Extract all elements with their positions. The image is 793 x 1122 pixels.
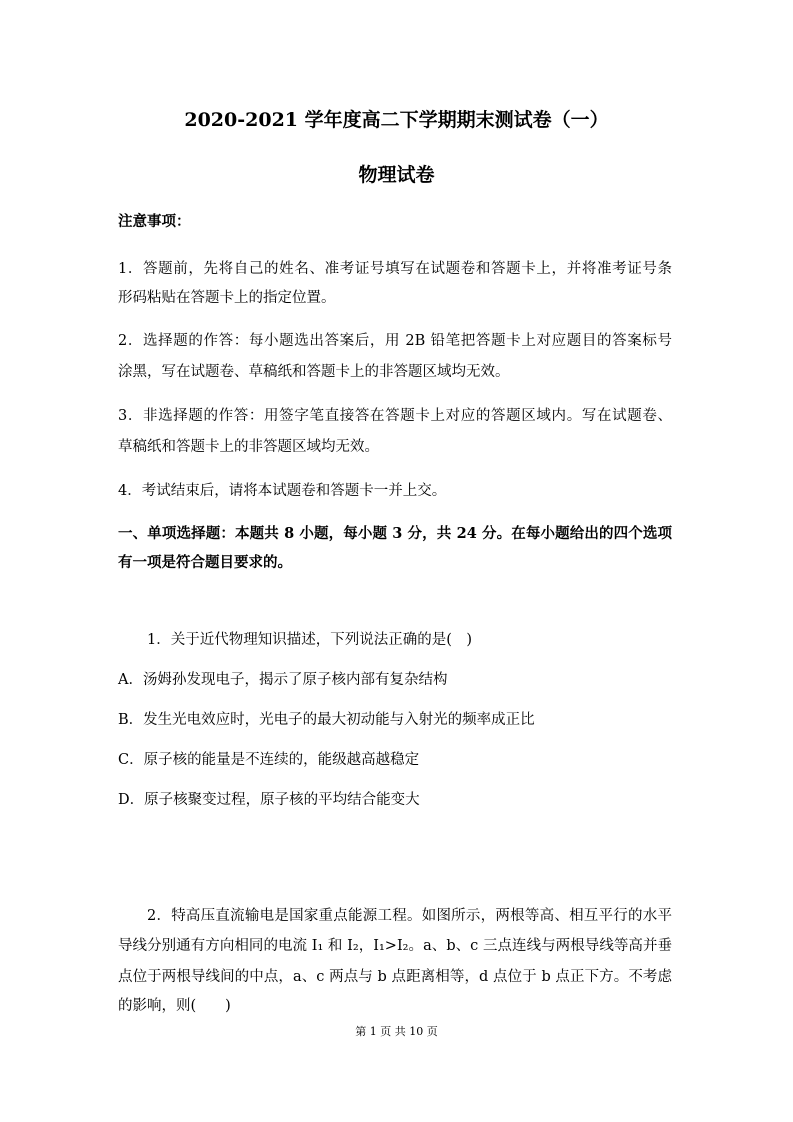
q1-option-b: B．发生光电效应时，光电子的最大初动能与入射光的频率成正比 [118,712,535,728]
notice-2-line-2: 涂黑，写在试题卷、草稿纸和答题卡上的非答题区域均无效。 [118,364,510,380]
notice-1-line-2: 形码粘贴在答题卡上的指定位置。 [118,290,336,306]
q1-option-c: C．原子核的能量是不连续的，能级越高越稳定 [118,752,420,768]
notice-heading: 注意事项： [118,213,191,230]
q1-option-d: D．原子核聚变过程，原子核的平均结合能变大 [118,792,420,808]
exam-title: 2020-2021 学年度高二下学期期末测试卷（一） [184,109,609,131]
notice-1-line-1: 1．答题前，先将自己的姓名、准考证号填写在试题卷和答题卡上，并将准考证号条 [118,261,672,277]
notice-2-line-1: 2．选择题的作答：每小题选出答案后，用 2B 铅笔把答题卡上对应题目的答案标号 [118,333,672,349]
notice-4: 4．考试结束后，请将本试题卷和答题卡一并上交。 [118,483,447,499]
q2-line-1: 2．特高压直流输电是国家重点能源工程。如图所示，两根等高、相互平行的水平 [147,908,672,924]
q1-stem: 1．关于近代物理知识描述，下列说法正确的是( ) [147,632,473,648]
section-heading-line-2: 有一项是符合题目要求的。 [118,554,292,571]
q2-line-2: 导线分别通有方向相同的电流 I₁ 和 I₂，I₁>I₂。a、b、c 三点连线与两根导线等高并垂 [118,938,672,954]
q2-line-4: 的影响，则( ) [118,998,231,1014]
q1-option-a: A．汤姆孙发现电子，揭示了原子核内部有复杂结构 [118,672,448,688]
exam-subtitle: 物理试卷 [358,164,435,186]
section-heading-line-1: 一、单项选择题：本题共 8 小题，每小题 3 分，共 24 分。在每小题给出的四个选项 [118,525,672,542]
notice-3-line-2: 草稿纸和答题卡上的非答题区域均无效。 [118,439,379,455]
q2-line-3: 点位于两根导线间的中点，a、c 两点与 b 点距离相等，d 点位于 b 点正下方。不考虑 [118,969,672,985]
notice-3-line-1: 3．非选择题的作答：用签字笔直接答在答题卡上对应的答题区域内。写在试题卷、 [118,408,672,424]
page-footer: 第 1 页 共 10 页 [355,1025,438,1038]
